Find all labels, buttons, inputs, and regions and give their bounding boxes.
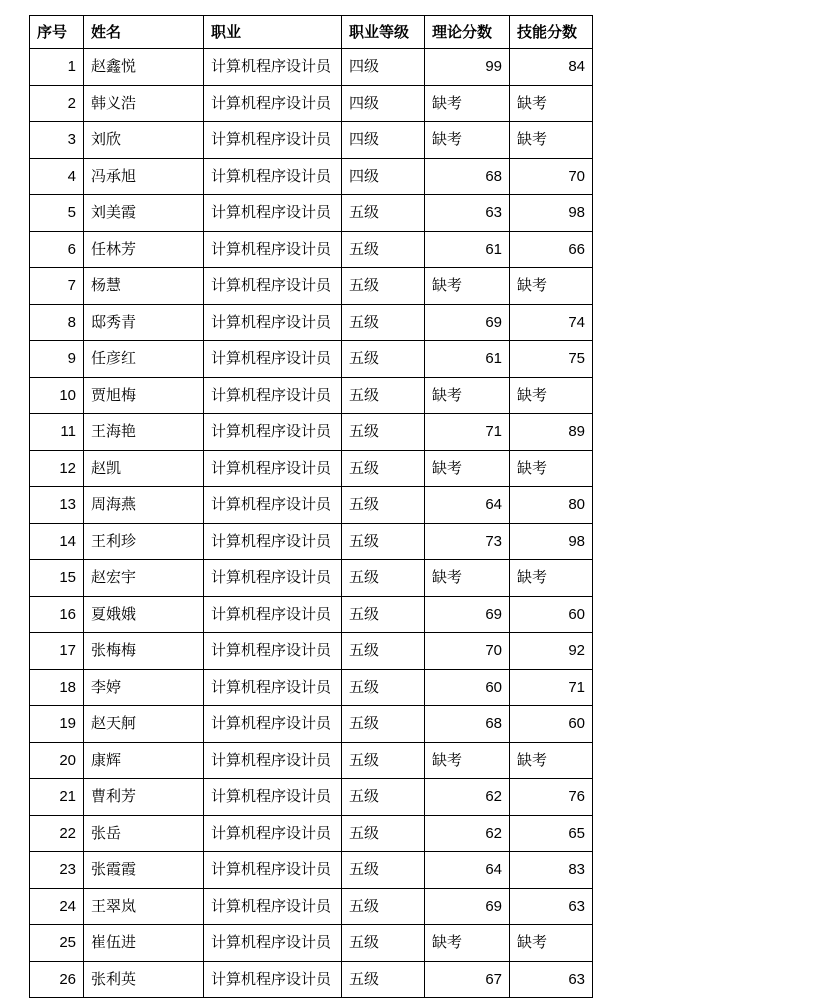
cell-no: 23: [30, 852, 84, 889]
cell-occupation: 计算机程序设计员: [204, 49, 342, 86]
cell-name: 张霞霞: [84, 852, 204, 889]
cell-level: 四级: [342, 85, 425, 122]
table-row: [30, 523, 593, 560]
table-row: [30, 231, 593, 268]
cell-occupation: 计算机程序设计员: [204, 377, 342, 414]
cell-name: 赵鑫悦: [84, 49, 204, 86]
table-row: [30, 304, 593, 341]
cell-name: 赵宏宇: [84, 560, 204, 597]
cell-theory-score: 缺考: [425, 122, 510, 159]
cell-skill-score: 66: [510, 231, 593, 268]
cell-theory-score: 缺考: [425, 268, 510, 305]
cell-theory-score: 67: [425, 961, 510, 998]
cell-no: 22: [30, 815, 84, 852]
cell-no: 15: [30, 560, 84, 597]
cell-skill-score: 75: [510, 341, 593, 378]
cell-level: 五级: [342, 669, 425, 706]
cell-theory-score: 60: [425, 669, 510, 706]
cell-theory-score: 缺考: [425, 85, 510, 122]
cell-skill-score: 70: [510, 158, 593, 195]
cell-theory-score: 99: [425, 49, 510, 86]
cell-skill-score: 83: [510, 852, 593, 889]
cell-skill-score: 80: [510, 487, 593, 524]
cell-no: 14: [30, 523, 84, 560]
table-row: [30, 158, 593, 195]
cell-name: 张岳: [84, 815, 204, 852]
cell-no: 21: [30, 779, 84, 816]
cell-level: 五级: [342, 633, 425, 670]
header-name: 姓名: [84, 16, 204, 49]
cell-skill-score: 98: [510, 195, 593, 232]
cell-level: 四级: [342, 158, 425, 195]
cell-skill-score: 92: [510, 633, 593, 670]
cell-occupation: 计算机程序设计员: [204, 779, 342, 816]
cell-no: 9: [30, 341, 84, 378]
cell-occupation: 计算机程序设计员: [204, 523, 342, 560]
table-row: [30, 450, 593, 487]
header-occupation: 职业: [204, 16, 342, 49]
cell-theory-score: 61: [425, 341, 510, 378]
cell-no: 24: [30, 888, 84, 925]
cell-skill-score: 65: [510, 815, 593, 852]
cell-name: 康辉: [84, 742, 204, 779]
cell-name: 冯承旭: [84, 158, 204, 195]
cell-no: 19: [30, 706, 84, 743]
cell-name: 李婷: [84, 669, 204, 706]
cell-occupation: 计算机程序设计员: [204, 925, 342, 962]
cell-skill-score: 76: [510, 779, 593, 816]
table-row: [30, 742, 593, 779]
cell-level: 五级: [342, 560, 425, 597]
cell-no: 18: [30, 669, 84, 706]
cell-name: 刘欣: [84, 122, 204, 159]
cell-skill-score: 缺考: [510, 742, 593, 779]
table-row: [30, 852, 593, 889]
cell-skill-score: 缺考: [510, 450, 593, 487]
cell-occupation: 计算机程序设计员: [204, 706, 342, 743]
cell-level: 五级: [342, 377, 425, 414]
cell-name: 周海燕: [84, 487, 204, 524]
table-row: [30, 414, 593, 451]
cell-name: 王翠岚: [84, 888, 204, 925]
cell-no: 8: [30, 304, 84, 341]
header-row: [30, 16, 593, 49]
cell-level: 五级: [342, 304, 425, 341]
cell-level: 五级: [342, 888, 425, 925]
cell-no: 4: [30, 158, 84, 195]
cell-theory-score: 73: [425, 523, 510, 560]
cell-occupation: 计算机程序设计员: [204, 195, 342, 232]
cell-occupation: 计算机程序设计员: [204, 487, 342, 524]
table-row: [30, 815, 593, 852]
cell-name: 夏娥娥: [84, 596, 204, 633]
cell-no: 12: [30, 450, 84, 487]
table-row: [30, 487, 593, 524]
cell-occupation: 计算机程序设计员: [204, 560, 342, 597]
cell-theory-score: 69: [425, 596, 510, 633]
cell-skill-score: 缺考: [510, 268, 593, 305]
cell-no: 26: [30, 961, 84, 998]
table-row: [30, 633, 593, 670]
cell-level: 五级: [342, 742, 425, 779]
cell-level: 五级: [342, 450, 425, 487]
table-row: [30, 122, 593, 159]
cell-theory-score: 64: [425, 852, 510, 889]
cell-level: 五级: [342, 523, 425, 560]
cell-level: 五级: [342, 195, 425, 232]
cell-skill-score: 63: [510, 888, 593, 925]
cell-no: 5: [30, 195, 84, 232]
header-no: 序号: [30, 16, 84, 49]
cell-level: 五级: [342, 487, 425, 524]
cell-occupation: 计算机程序设计员: [204, 85, 342, 122]
cell-skill-score: 84: [510, 49, 593, 86]
cell-occupation: 计算机程序设计员: [204, 304, 342, 341]
cell-skill-score: 60: [510, 706, 593, 743]
cell-no: 2: [30, 85, 84, 122]
table-row: [30, 779, 593, 816]
cell-skill-score: 63: [510, 961, 593, 998]
cell-occupation: 计算机程序设计员: [204, 961, 342, 998]
cell-occupation: 计算机程序设计员: [204, 633, 342, 670]
cell-level: 四级: [342, 122, 425, 159]
table-row: [30, 596, 593, 633]
cell-name: 赵凯: [84, 450, 204, 487]
table-row: [30, 377, 593, 414]
cell-level: 五级: [342, 341, 425, 378]
cell-level: 五级: [342, 779, 425, 816]
cell-no: 17: [30, 633, 84, 670]
cell-occupation: 计算机程序设计员: [204, 341, 342, 378]
cell-occupation: 计算机程序设计员: [204, 450, 342, 487]
cell-theory-score: 缺考: [425, 377, 510, 414]
table-row: [30, 49, 593, 86]
cell-skill-score: 89: [510, 414, 593, 451]
cell-level: 五级: [342, 706, 425, 743]
cell-no: 20: [30, 742, 84, 779]
cell-theory-score: 71: [425, 414, 510, 451]
cell-occupation: 计算机程序设计员: [204, 596, 342, 633]
header-level: 职业等级: [342, 16, 425, 49]
cell-skill-score: 缺考: [510, 925, 593, 962]
cell-theory-score: 62: [425, 779, 510, 816]
cell-skill-score: 74: [510, 304, 593, 341]
cell-level: 五级: [342, 231, 425, 268]
cell-occupation: 计算机程序设计员: [204, 815, 342, 852]
cell-name: 任彦红: [84, 341, 204, 378]
cell-occupation: 计算机程序设计员: [204, 268, 342, 305]
cell-no: 16: [30, 596, 84, 633]
cell-level: 五级: [342, 414, 425, 451]
cell-skill-score: 缺考: [510, 85, 593, 122]
table-row: [30, 341, 593, 378]
cell-skill-score: 缺考: [510, 377, 593, 414]
cell-occupation: 计算机程序设计员: [204, 231, 342, 268]
table-row: [30, 195, 593, 232]
table-row: [30, 888, 593, 925]
cell-level: 五级: [342, 852, 425, 889]
cell-skill-score: 缺考: [510, 122, 593, 159]
table-row: [30, 669, 593, 706]
cell-occupation: 计算机程序设计员: [204, 669, 342, 706]
cell-theory-score: 缺考: [425, 742, 510, 779]
cell-no: 6: [30, 231, 84, 268]
cell-name: 张利英: [84, 961, 204, 998]
cell-name: 曹利芳: [84, 779, 204, 816]
cell-level: 五级: [342, 268, 425, 305]
score-table: [29, 15, 593, 998]
cell-skill-score: 缺考: [510, 560, 593, 597]
cell-name: 王利珍: [84, 523, 204, 560]
cell-occupation: 计算机程序设计员: [204, 742, 342, 779]
cell-name: 崔伍进: [84, 925, 204, 962]
table-row: [30, 925, 593, 962]
cell-skill-score: 60: [510, 596, 593, 633]
table-row: [30, 268, 593, 305]
header-theory-score: 理论分数: [425, 16, 510, 49]
cell-theory-score: 70: [425, 633, 510, 670]
cell-name: 韩义浩: [84, 85, 204, 122]
cell-skill-score: 98: [510, 523, 593, 560]
cell-theory-score: 68: [425, 158, 510, 195]
cell-level: 四级: [342, 49, 425, 86]
cell-name: 任林芳: [84, 231, 204, 268]
cell-theory-score: 缺考: [425, 560, 510, 597]
cell-occupation: 计算机程序设计员: [204, 888, 342, 925]
cell-name: 刘美霞: [84, 195, 204, 232]
cell-name: 赵天舸: [84, 706, 204, 743]
cell-no: 13: [30, 487, 84, 524]
cell-name: 王海艳: [84, 414, 204, 451]
cell-occupation: 计算机程序设计员: [204, 852, 342, 889]
cell-no: 3: [30, 122, 84, 159]
cell-level: 五级: [342, 815, 425, 852]
cell-name: 杨慧: [84, 268, 204, 305]
table-row: [30, 85, 593, 122]
cell-theory-score: 缺考: [425, 925, 510, 962]
cell-level: 五级: [342, 596, 425, 633]
header-skill-score: 技能分数: [510, 16, 593, 49]
cell-skill-score: 71: [510, 669, 593, 706]
table-row: [30, 560, 593, 597]
cell-name: 邸秀青: [84, 304, 204, 341]
table-body: [30, 49, 593, 998]
cell-theory-score: 69: [425, 304, 510, 341]
cell-theory-score: 62: [425, 815, 510, 852]
cell-name: 张梅梅: [84, 633, 204, 670]
table-row: [30, 706, 593, 743]
cell-name: 贾旭梅: [84, 377, 204, 414]
cell-occupation: 计算机程序设计员: [204, 122, 342, 159]
cell-theory-score: 69: [425, 888, 510, 925]
cell-theory-score: 68: [425, 706, 510, 743]
cell-theory-score: 63: [425, 195, 510, 232]
cell-occupation: 计算机程序设计员: [204, 158, 342, 195]
cell-no: 11: [30, 414, 84, 451]
cell-level: 五级: [342, 925, 425, 962]
cell-level: 五级: [342, 961, 425, 998]
cell-occupation: 计算机程序设计员: [204, 414, 342, 451]
table-row: [30, 961, 593, 998]
cell-theory-score: 64: [425, 487, 510, 524]
cell-no: 7: [30, 268, 84, 305]
cell-no: 25: [30, 925, 84, 962]
cell-theory-score: 缺考: [425, 450, 510, 487]
cell-no: 10: [30, 377, 84, 414]
cell-theory-score: 61: [425, 231, 510, 268]
cell-no: 1: [30, 49, 84, 86]
